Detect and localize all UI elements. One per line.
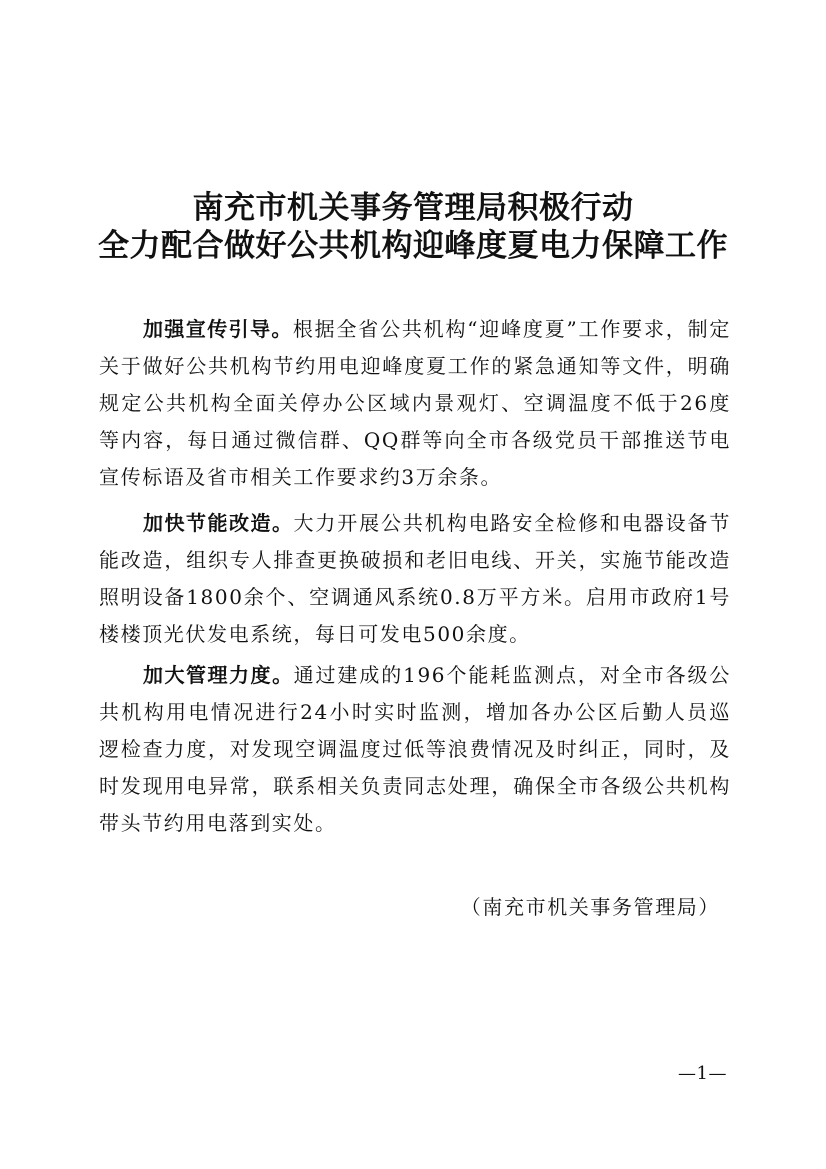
page-number: —1— — [678, 1063, 727, 1084]
paragraph-lead: 加快节能改造。 — [143, 511, 294, 535]
paragraph-lead: 加强宣传引导。 — [143, 317, 293, 341]
paragraph-body: 大力开展公共机构电路安全检修和电器设备节能改造，组织专人排查更换破损和老旧电线、开关，实施节能改造照明设备1800余个、空调通风系统0.8万平方米。启用市政府1号楼楼顶光伏发电系统，每日可发电500余度。 — [99, 511, 732, 646]
paragraph-body: 通过建成的196个能耗监测点，对全市各级公共机构用电情况进行24小时实时监测，增加各办公区后勤人员巡逻检查力度，对发现空调温度过低等浪费情况及时纠正，同时，及时发现用电异常，联系相关负责同志处理，确保全市各级公共机构带头节约用电落到实处。 — [99, 663, 731, 835]
paragraph-management — [99, 657, 731, 842]
paragraph-retrofit — [99, 505, 731, 653]
document-title-line2: 全力配合做好公共机构迎峰度夏电力保障工作 — [98, 228, 728, 264]
paragraph-publicity — [99, 311, 731, 496]
paragraph-body: 根据全省公共机构“迎峰度夏”工作要求，制定关于做好公共机构节约用电迎峰度夏工作的紧急通知等文件，明确规定公共机构全面关停办公区域内景观灯、空调温度不低于26度等内容，每日通过微信群、QQ群等向全市各级党员干部推送节电宣传标语及省市相关工作要求约3万余条。 — [99, 317, 731, 489]
document-title-line1: 南充市机关事务管理局积极行动 — [192, 190, 634, 226]
source-attribution: （南充市机关事务管理局） — [460, 895, 720, 919]
paragraph-lead: 加大管理力度。 — [143, 663, 294, 687]
